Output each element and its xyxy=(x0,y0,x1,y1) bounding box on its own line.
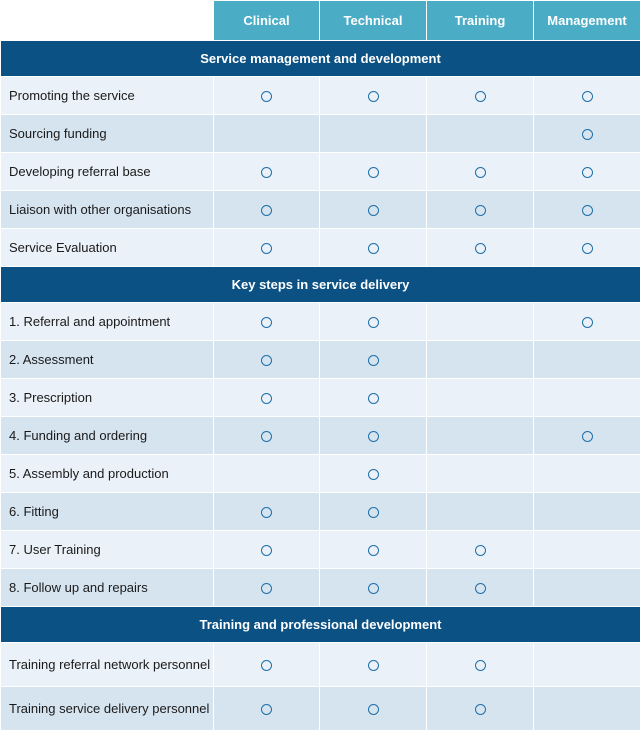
circle-icon xyxy=(368,469,379,480)
circle-icon xyxy=(582,317,593,328)
row-label: 6. Fitting xyxy=(1,493,214,531)
table-row xyxy=(1,455,640,493)
table-cell xyxy=(320,417,427,455)
circle-icon xyxy=(368,167,379,178)
table-cell xyxy=(534,229,640,267)
circle-icon xyxy=(261,317,272,328)
row-label: 5. Assembly and production xyxy=(1,455,214,493)
circle-icon xyxy=(368,91,379,102)
circle-icon xyxy=(475,704,486,715)
table-cell xyxy=(427,153,534,191)
circle-icon xyxy=(368,583,379,594)
table-cell xyxy=(427,229,534,267)
column-header-management: Management xyxy=(534,1,640,41)
table-cell xyxy=(534,153,640,191)
row-label: 1. Referral and appointment xyxy=(1,303,214,341)
table-row xyxy=(1,493,640,531)
table-row xyxy=(1,191,640,229)
table-cell xyxy=(320,643,427,687)
table-cell xyxy=(320,153,427,191)
table-cell xyxy=(320,303,427,341)
circle-icon xyxy=(261,583,272,594)
circle-icon xyxy=(475,243,486,254)
circle-icon xyxy=(582,243,593,254)
table-cell xyxy=(534,643,640,687)
table-cell xyxy=(534,303,640,341)
table-cell xyxy=(320,115,427,153)
table-cell xyxy=(214,417,320,455)
circle-icon xyxy=(261,167,272,178)
row-label: 4. Funding and ordering xyxy=(1,417,214,455)
circle-icon xyxy=(582,167,593,178)
circle-icon xyxy=(475,545,486,556)
circle-icon xyxy=(582,129,593,140)
row-label: Training referral network personnel xyxy=(1,643,214,687)
circle-icon xyxy=(368,393,379,404)
table-row xyxy=(1,341,640,379)
table-cell xyxy=(427,303,534,341)
circle-icon xyxy=(261,393,272,404)
row-label: Developing referral base xyxy=(1,153,214,191)
table-cell xyxy=(534,77,640,115)
row-label: Liaison with other organisations xyxy=(1,191,214,229)
circle-icon xyxy=(261,704,272,715)
table-cell xyxy=(427,417,534,455)
table-cell xyxy=(534,341,640,379)
table-row xyxy=(1,687,640,731)
circle-icon xyxy=(368,243,379,254)
table-cell xyxy=(214,455,320,493)
circle-icon xyxy=(261,205,272,216)
circle-icon xyxy=(261,91,272,102)
table-cell xyxy=(427,379,534,417)
row-label: 2. Assessment xyxy=(1,341,214,379)
table-cell xyxy=(427,341,534,379)
table-cell xyxy=(534,687,640,731)
circle-icon xyxy=(475,91,486,102)
table-cell xyxy=(320,341,427,379)
table-cell xyxy=(427,493,534,531)
table-cell xyxy=(214,341,320,379)
table-cell xyxy=(427,115,534,153)
header-corner xyxy=(1,1,214,41)
section-title: Training and professional development xyxy=(1,607,640,643)
table-cell xyxy=(427,531,534,569)
table-cell xyxy=(214,687,320,731)
row-label: 8. Follow up and repairs xyxy=(1,569,214,607)
table-cell xyxy=(427,191,534,229)
circle-icon xyxy=(368,355,379,366)
table-cell xyxy=(320,191,427,229)
table-cell xyxy=(214,531,320,569)
table-cell xyxy=(320,379,427,417)
table-row xyxy=(1,77,640,115)
table-cell xyxy=(534,531,640,569)
circle-icon xyxy=(475,660,486,671)
circle-icon xyxy=(582,91,593,102)
table-cell xyxy=(214,115,320,153)
table-cell xyxy=(214,153,320,191)
row-label: Training service delivery personnel xyxy=(1,687,214,731)
circle-icon xyxy=(261,431,272,442)
circle-icon xyxy=(475,205,486,216)
circle-icon xyxy=(368,507,379,518)
table-cell xyxy=(214,493,320,531)
table-cell xyxy=(214,379,320,417)
table-cell xyxy=(214,569,320,607)
row-label: Sourcing funding xyxy=(1,115,214,153)
row-label: 3. Prescription xyxy=(1,379,214,417)
table-cell xyxy=(320,531,427,569)
table-cell xyxy=(534,115,640,153)
section-title: Service management and development xyxy=(1,41,640,77)
circle-icon xyxy=(368,545,379,556)
section-header-row xyxy=(1,41,640,77)
section-title: Key steps in service delivery xyxy=(1,267,640,303)
table-cell xyxy=(427,77,534,115)
circle-icon xyxy=(261,355,272,366)
section-header-row xyxy=(1,267,640,303)
table-row xyxy=(1,379,640,417)
circle-icon xyxy=(475,167,486,178)
row-label: 7. User Training xyxy=(1,531,214,569)
table-cell xyxy=(534,417,640,455)
table-cell xyxy=(320,569,427,607)
row-label: Promoting the service xyxy=(1,77,214,115)
table-cell xyxy=(320,493,427,531)
table-cell xyxy=(320,455,427,493)
table-row xyxy=(1,229,640,267)
circle-icon xyxy=(582,431,593,442)
column-header-training: Training xyxy=(427,1,534,41)
table-cell xyxy=(534,455,640,493)
circle-icon xyxy=(368,704,379,715)
circle-icon xyxy=(368,660,379,671)
table-cell xyxy=(214,191,320,229)
circle-icon xyxy=(261,507,272,518)
section-header-row xyxy=(1,607,640,643)
table-row xyxy=(1,531,640,569)
table-cell xyxy=(320,229,427,267)
table-cell xyxy=(534,379,640,417)
column-header-clinical: Clinical xyxy=(214,1,320,41)
table-row xyxy=(1,643,640,687)
table-cell xyxy=(320,77,427,115)
row-label: Service Evaluation xyxy=(1,229,214,267)
table-cell xyxy=(320,687,427,731)
table-row xyxy=(1,417,640,455)
circle-icon xyxy=(261,545,272,556)
table-cell xyxy=(214,77,320,115)
circle-icon xyxy=(368,317,379,328)
circle-icon xyxy=(368,431,379,442)
table-row xyxy=(1,303,640,341)
table-cell xyxy=(427,687,534,731)
table-row xyxy=(1,153,640,191)
circle-icon xyxy=(582,205,593,216)
circle-icon xyxy=(261,660,272,671)
circle-icon xyxy=(261,243,272,254)
table-cell xyxy=(214,303,320,341)
table-row xyxy=(1,115,640,153)
table-cell xyxy=(534,569,640,607)
column-header-technical: Technical xyxy=(320,1,427,41)
table-row xyxy=(1,569,640,607)
table-cell xyxy=(534,493,640,531)
table-cell xyxy=(214,229,320,267)
table-cell xyxy=(427,455,534,493)
header-row xyxy=(1,1,640,41)
circle-icon xyxy=(475,583,486,594)
table-cell xyxy=(534,191,640,229)
table-cell xyxy=(427,569,534,607)
matrix-body xyxy=(1,41,640,731)
circle-icon xyxy=(368,205,379,216)
table-cell xyxy=(427,643,534,687)
table-cell xyxy=(214,643,320,687)
